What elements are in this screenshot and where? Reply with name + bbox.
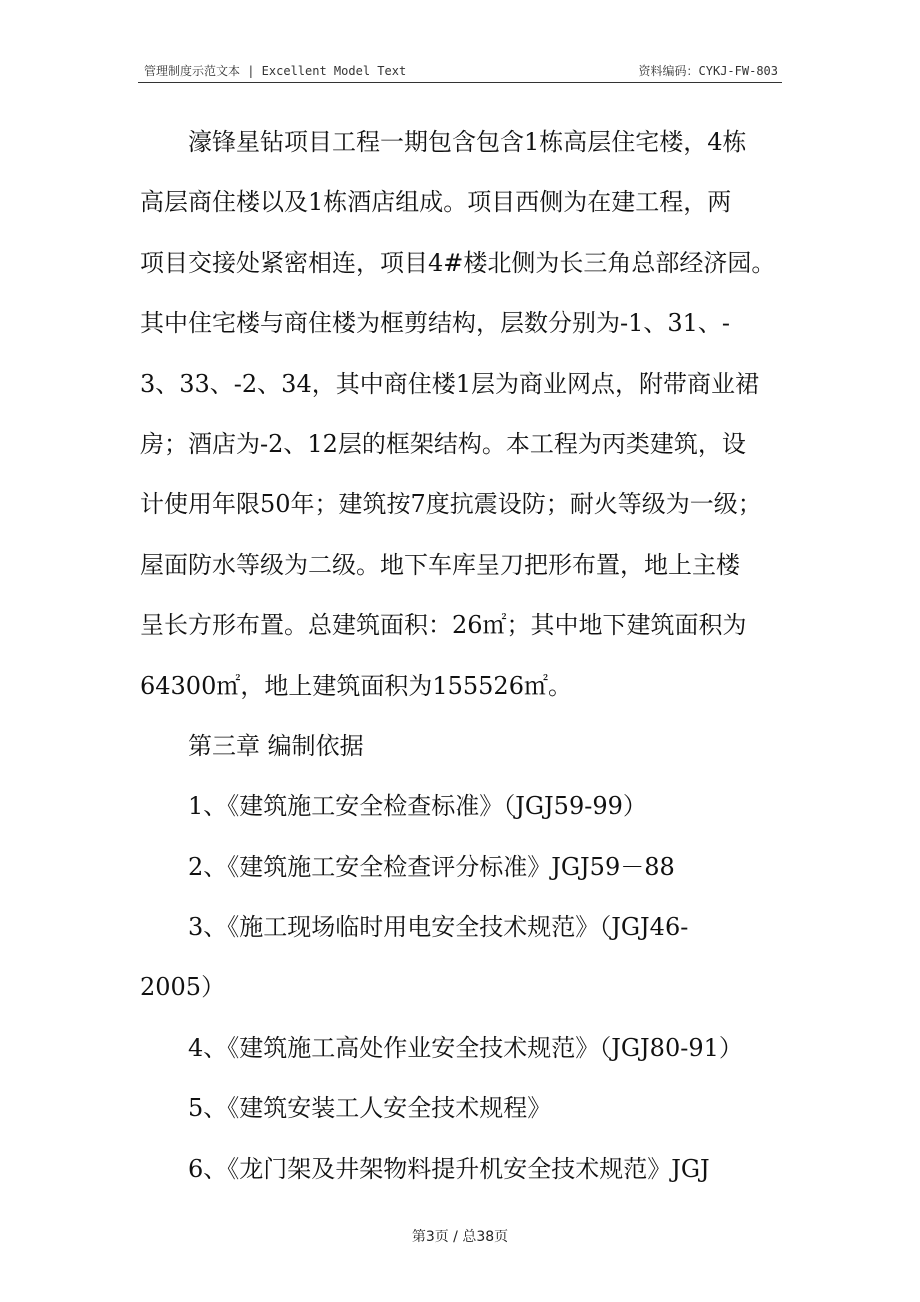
- body-line: 计使用年限50年；建筑按7度抗震设防；耐火等级为一级；: [140, 490, 762, 519]
- body-line: 其中住宅楼与商住楼为框剪结构，层数分别为-1、31、-: [140, 309, 731, 338]
- reference-item: 6、《龙门架及井架物料提升机安全技术规范》JGJ: [188, 1154, 710, 1183]
- chapter-heading: 第三章 编制依据: [188, 731, 364, 760]
- body-line: 屋面防水等级为二级。地下车库呈刀把形布置，地上主楼: [140, 550, 740, 579]
- body-line: 3、33、-2、34，其中商住楼1层为商业网点，附带商业裙: [140, 369, 759, 398]
- reference-item: 3、《施工现场临时用电安全技术规范》（JGJ46-: [188, 913, 689, 942]
- body-line: 濠锋星钻项目工程一期包含包含1栋高层住宅楼，4栋: [188, 128, 747, 156]
- reference-item: 5、《建筑安装工人安全技术规程》: [188, 1094, 552, 1123]
- document-body: [140, 112, 782, 1199]
- reference-item: 1、《建筑施工安全检查标准》（JGJ59-99）: [188, 792, 647, 821]
- reference-item-continuation: 2005）: [140, 973, 226, 1002]
- header-left-text: 管理制度示范文本 | Excellent Model Text: [144, 64, 407, 78]
- reference-item: 4、《建筑施工高处作业安全技术规范》（JGJ80-91）: [188, 1033, 743, 1062]
- document-code: 资料编码：CYKJ-FW-803: [638, 64, 778, 78]
- body-line: 呈长方形布置。总建筑面积：26㎡；其中地下建筑面积为: [140, 611, 747, 640]
- body-line: 项目交接处紧密相连，项目4#楼北侧为长三角总部经济园。: [140, 248, 776, 277]
- body-line: 高层商住楼以及1栋酒店组成。项目西侧为在建工程，两: [140, 188, 732, 217]
- body-line: 64300㎡，地上建筑面积为155526㎡。: [140, 671, 572, 700]
- reference-item: 2、《建筑施工安全检查评分标准》JGJ59－88: [188, 852, 675, 881]
- page-number: 第3页 / 总38页: [411, 1229, 509, 1245]
- page-header: [138, 56, 782, 83]
- body-line: 房；酒店为-2、12层的框架结构。本工程为丙类建筑，设: [140, 429, 746, 458]
